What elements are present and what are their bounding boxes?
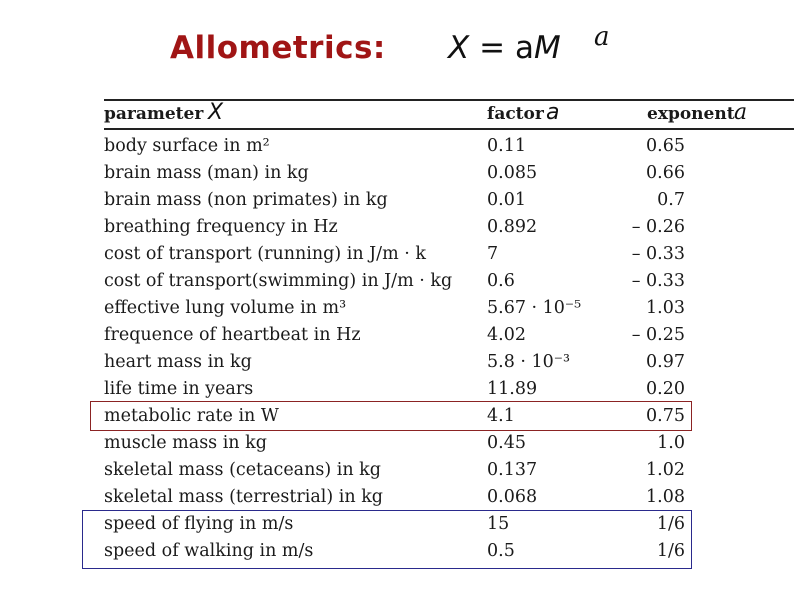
formula-exponent: a [594, 22, 610, 52]
cell-exponent: 0.75 [646, 406, 685, 426]
slide-title: Allometrics: [170, 30, 386, 66]
table-row [0, 187, 794, 214]
header-parameter-symbol: X [208, 100, 224, 125]
cell-exponent: 0.20 [646, 379, 685, 399]
cell-exponent: 1.08 [646, 487, 685, 507]
table-row [0, 457, 794, 484]
highlight-speed-rows [82, 510, 692, 569]
cell-parameter: breathing frequency in Hz [104, 217, 338, 237]
highlight-metabolic-rate [90, 401, 692, 431]
cell-exponent: 0.7 [657, 190, 685, 210]
cell-parameter: brain mass (man) in kg [104, 163, 309, 183]
cell-factor: 15 [487, 514, 510, 534]
cell-exponent: – 0.26 [631, 217, 685, 237]
cell-parameter: life time in years [104, 379, 254, 399]
formula-lhs: X [448, 30, 470, 66]
cell-factor: 0.085 [487, 163, 538, 183]
table-row [0, 376, 794, 403]
table-row [0, 322, 794, 349]
cell-exponent: 0.65 [646, 136, 685, 156]
formula-equals: = [479, 30, 506, 66]
cell-factor: 0.11 [487, 136, 526, 156]
cell-exponent: – 0.33 [631, 271, 685, 291]
cell-parameter: cost of transport (running) in J/m · k [104, 244, 426, 264]
cell-parameter: skeletal mass (terrestrial) in kg [104, 487, 384, 507]
cell-parameter: muscle mass in kg [104, 433, 267, 453]
cell-exponent: 1.03 [646, 298, 685, 318]
cell-parameter: skeletal mass (cetaceans) in kg [104, 460, 381, 480]
cell-factor: 5.67 · 10⁻⁵ [487, 298, 582, 318]
cell-parameter: effective lung volume in m³ [104, 298, 347, 318]
header-parameter: parameter [104, 104, 204, 124]
cell-exponent: 1/6 [656, 514, 685, 534]
table-row [0, 214, 794, 241]
header-factor: factor [487, 104, 544, 124]
allometric-formula [448, 22, 610, 66]
cell-parameter: metabolic rate in W [104, 406, 279, 426]
cell-exponent: 1/6 [656, 541, 685, 561]
cell-exponent: 0.97 [646, 352, 685, 372]
table-row [0, 430, 794, 457]
cell-exponent: 1.02 [646, 460, 685, 480]
cell-factor: 0.45 [487, 433, 526, 453]
cell-factor: 0.892 [487, 217, 538, 237]
table-header-rule [104, 128, 794, 130]
cell-parameter: speed of flying in m/s [104, 514, 294, 534]
header-exponent-symbol: a [734, 100, 748, 125]
cell-parameter: heart mass in kg [104, 352, 252, 372]
cell-factor: 0.6 [487, 271, 515, 291]
table-row [0, 241, 794, 268]
cell-parameter: cost of transport(swimming) in J/m · kg [104, 271, 453, 291]
table-row [0, 133, 794, 160]
cell-factor: 7 [487, 244, 499, 264]
table-row [0, 484, 794, 511]
cell-parameter: body surface in m² [104, 136, 270, 156]
formula-variable: M [533, 30, 561, 66]
cell-exponent: 0.66 [646, 163, 685, 183]
cell-parameter: speed of walking in m/s [104, 541, 314, 561]
cell-parameter: brain mass (non primates) in kg [104, 190, 388, 210]
cell-exponent: 1.0 [657, 433, 685, 453]
cell-factor: 11.89 [487, 379, 538, 399]
cell-factor: 4.1 [487, 406, 515, 426]
table-row [0, 268, 794, 295]
cell-factor: 5.8 · 10⁻³ [487, 352, 571, 372]
cell-parameter: frequence of heartbeat in Hz [104, 325, 361, 345]
cell-factor: 0.01 [487, 190, 526, 210]
table-row [0, 295, 794, 322]
table-row [0, 160, 794, 187]
cell-factor: 4.02 [487, 325, 526, 345]
cell-factor: 0.137 [487, 460, 538, 480]
header-exponent: exponent [647, 104, 735, 124]
formula-coefficient: a [514, 30, 534, 66]
cell-exponent: – 0.25 [631, 325, 685, 345]
cell-factor: 0.068 [487, 487, 538, 507]
cell-factor: 0.5 [487, 541, 515, 561]
table-row [0, 349, 794, 376]
cell-exponent: – 0.33 [631, 244, 685, 264]
header-factor-symbol: a [546, 100, 560, 125]
